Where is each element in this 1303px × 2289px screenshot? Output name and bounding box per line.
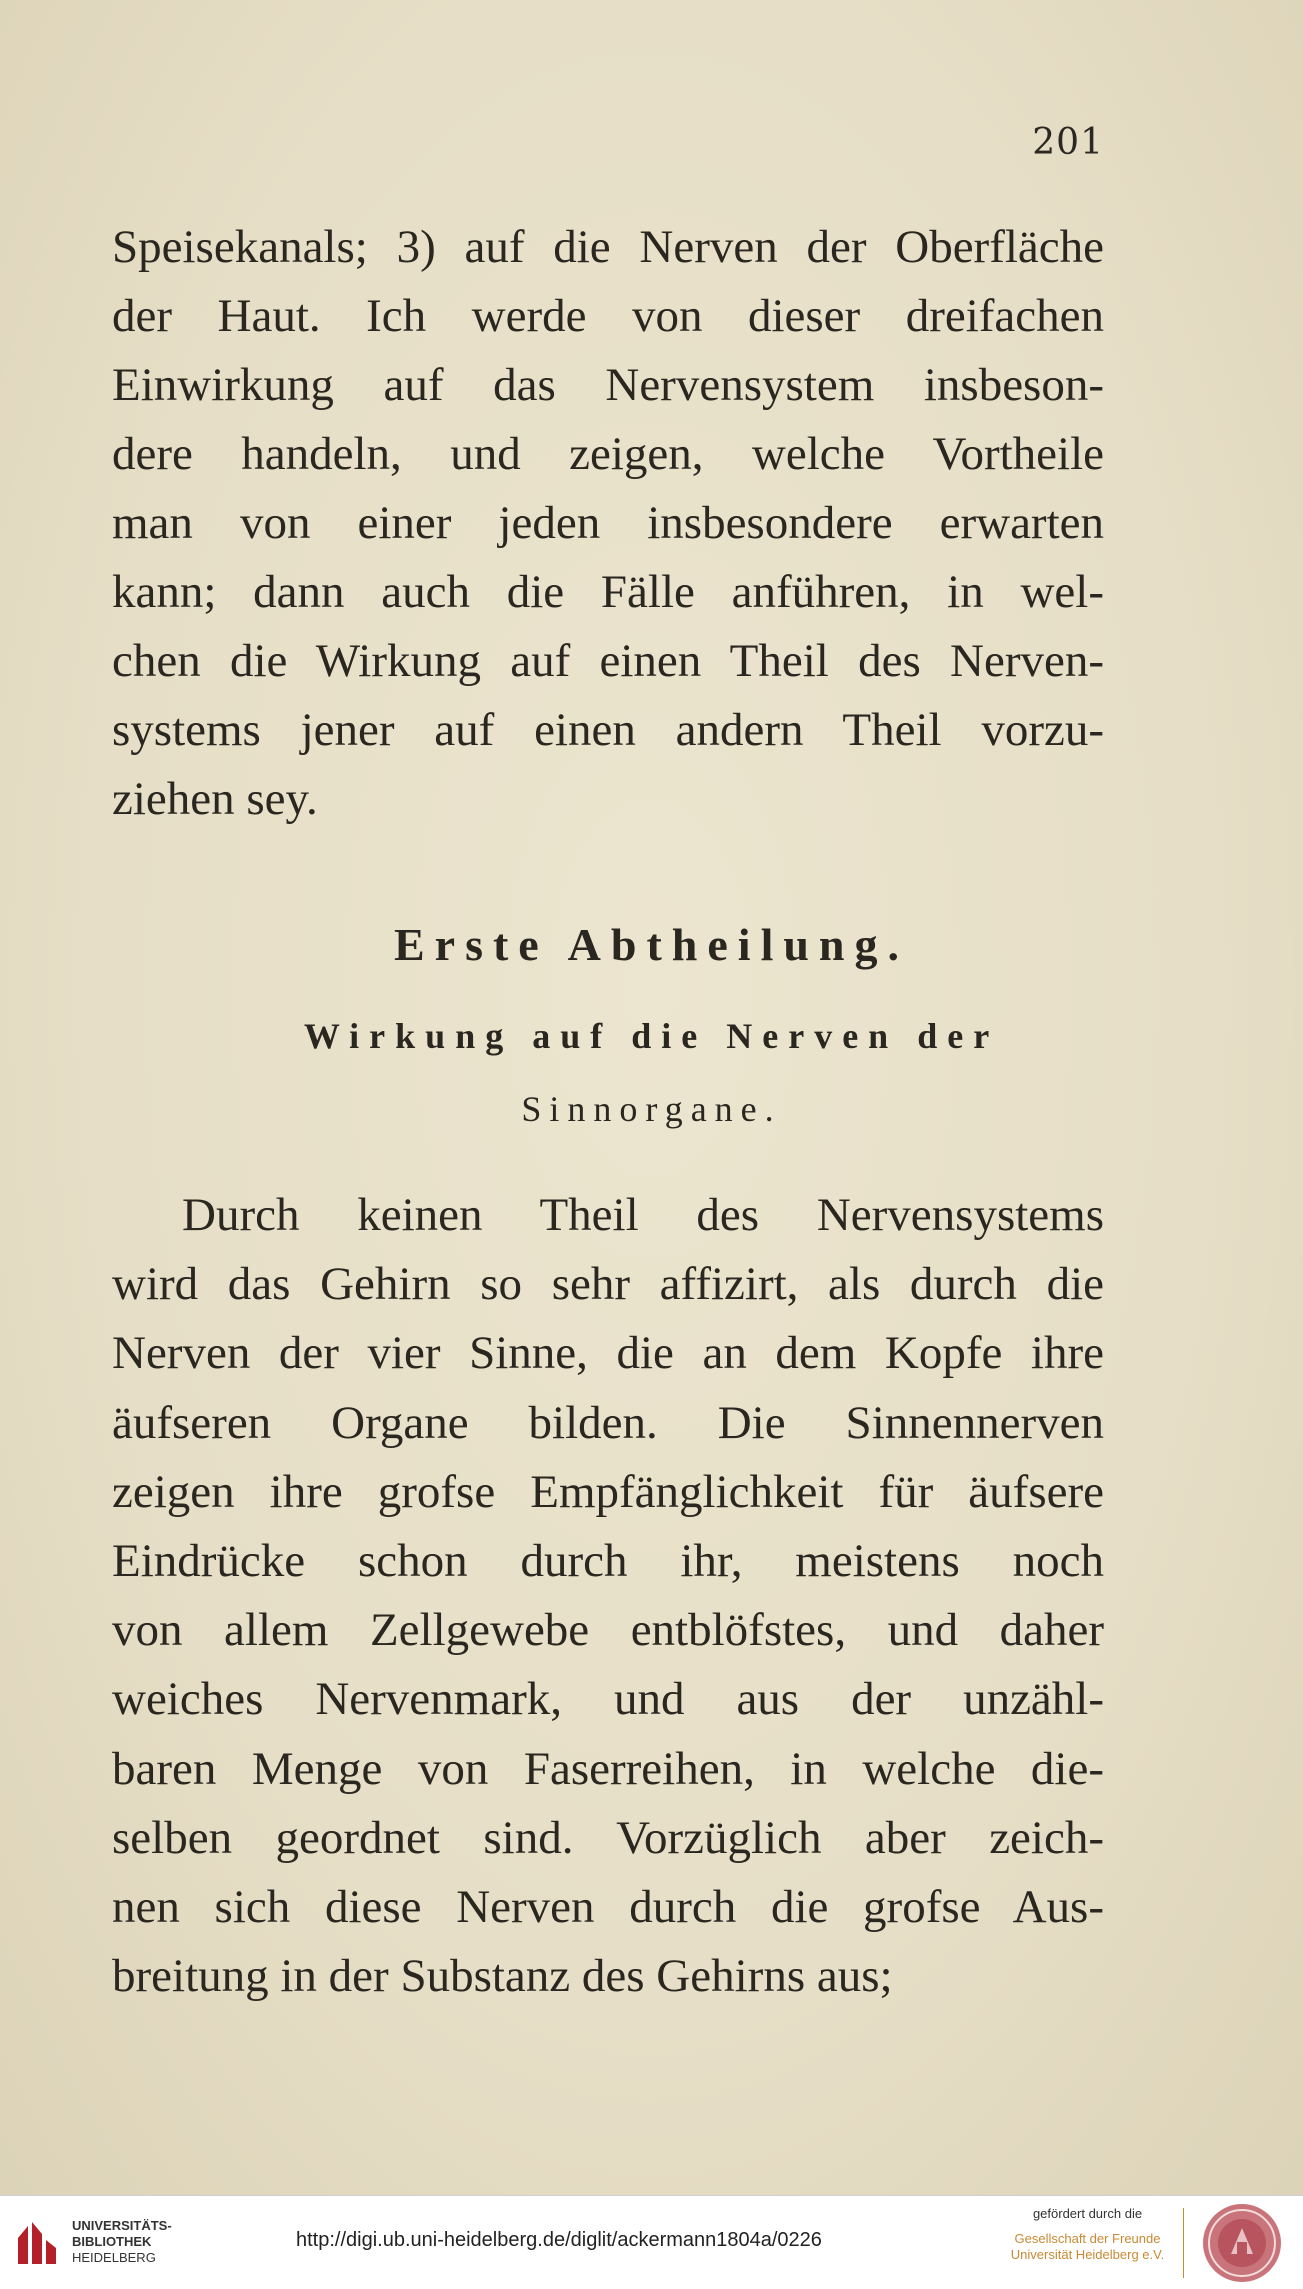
text-line: weiches Nervenmark, und aus der unzähl- (112, 1673, 1104, 1726)
text-line: nen sich diese Nerven durch die grofse Aus- (112, 1881, 1104, 1933)
text-line: Durch keinen Theil des Nervensystems (182, 1189, 1104, 1241)
text-line: man von einer jeden insbesondere erwarten (112, 497, 1104, 549)
ub-heidelberg-logo-icon[interactable] (14, 2218, 60, 2268)
text-line: kann; dann auch die Fälle anführen, in wel- (112, 566, 1104, 618)
text-line: selben geordnet sind. Vorzüglich aber zeich- (112, 1811, 1104, 1864)
text-line: zeigen ihre grofse Empfänglichkeit für äufsere (112, 1465, 1104, 1518)
footer-bar (0, 2195, 1303, 2289)
footer-divider (1183, 2208, 1184, 2278)
text-line: baren Menge von Faserreihen, in welche die- (112, 1742, 1104, 1795)
university-seal-icon[interactable] (1201, 2202, 1283, 2284)
library-name-line-3: HEIDELBERG (72, 2250, 156, 2265)
text-line: Nerven der vier Sinne, die an dem Kopfe ihre (112, 1327, 1104, 1380)
library-name-line-2: BIBLIOTHEK (72, 2234, 152, 2249)
text-line: von allem Zellgewebe entblöfstes, und daher (112, 1604, 1104, 1657)
page-number: 201 (1032, 122, 1104, 163)
sponsor-name-line-2[interactable]: Universität Heidelberg e.V. (1010, 2247, 1165, 2262)
section-subheading-line-1: Wirkung auf die Nerven der (303, 1016, 1000, 1056)
section-heading: Erste Abtheilung. (393, 919, 910, 970)
text-line: der Haut. Ich werde von dieser dreifachen (112, 290, 1104, 342)
text-line: dere handeln, und zeigen, welche Vortheile (112, 428, 1104, 480)
library-name (72, 2218, 172, 2266)
text-line: chen die Wirkung auf einen Theil des Nerven- (112, 635, 1104, 687)
text-line: Speisekanals; 3) auf die Nerven der Oberfläche (112, 221, 1104, 273)
permalink-url[interactable]: http://digi.ub.uni-heidelberg.de/diglit/ackermann1804a/0226 (296, 2229, 822, 2251)
text-line: systems jener auf einen andern Theil vorzu- (112, 704, 1104, 756)
text-line: breitung in der Substanz des Gehirns aus; (112, 1950, 893, 2003)
section-subheading-line-2: Sinnorgane. (521, 1089, 782, 1129)
text-line: Einwirkung auf das Nervensystem insbeson- (112, 359, 1104, 411)
text-line: Eindrücke schon durch ihr, meistens noch (112, 1535, 1104, 1587)
text-line: wird das Gehirn so sehr affizirt, als durch die (112, 1258, 1104, 1311)
sponsor-block (985, 2206, 1190, 2263)
text-line: ziehen sey. (112, 773, 318, 825)
sponsor-caption: gefördert durch die (1032, 2206, 1143, 2221)
library-name-line-1: UNIVERSITÄTS- (72, 2218, 172, 2233)
sponsor-name-line-1[interactable]: Gesellschaft der Freunde (1014, 2231, 1161, 2246)
text-line: äufseren Organe bilden. Die Sinnennerven (112, 1396, 1104, 1449)
